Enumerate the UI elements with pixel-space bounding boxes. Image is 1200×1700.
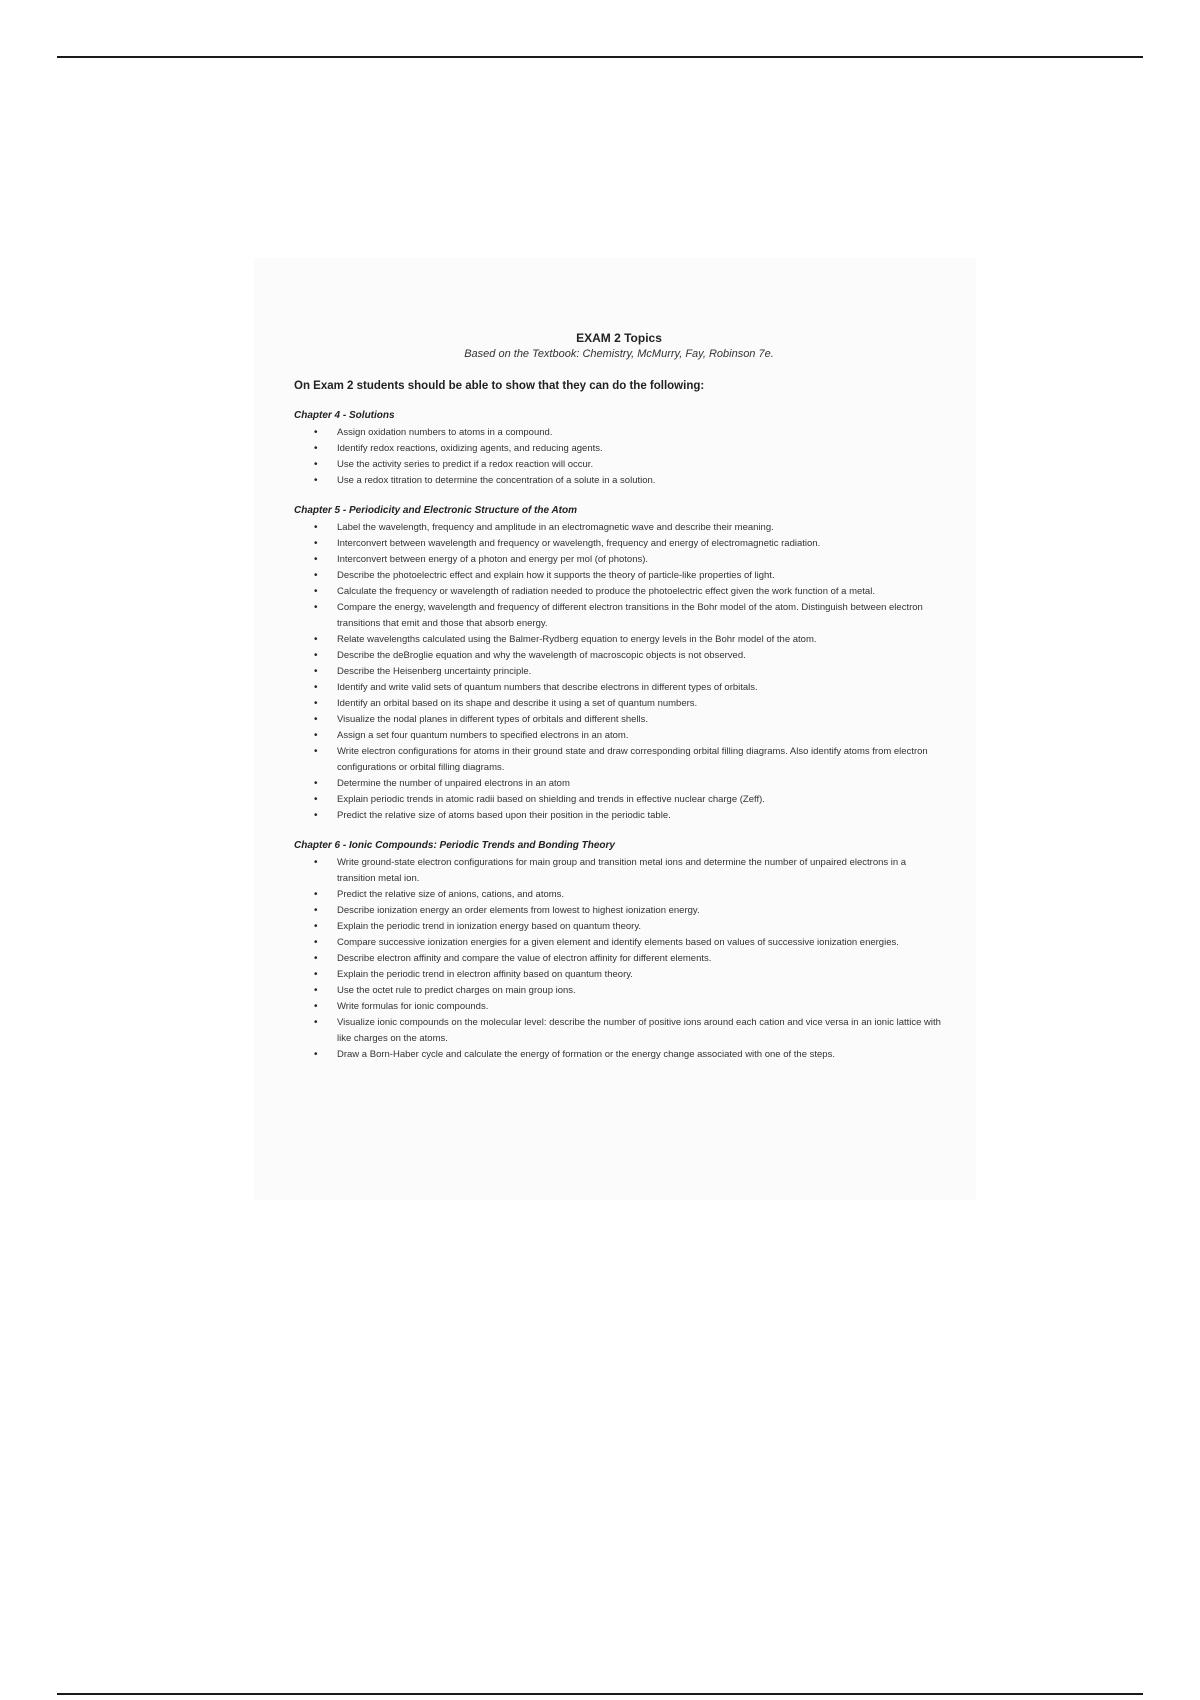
topic-item: • Explain the periodic trend in ionization energy based on quantum theory.: [294, 919, 944, 935]
chapter-title: Chapter 6 - Ionic Compounds: Periodic Trends and Bonding Theory: [294, 840, 615, 851]
topic-item: • Label the wavelength, frequency and amplitude in an electromagnetic wave and describe their meaning.: [294, 520, 944, 536]
topic-item: • Calculate the frequency or wavelength of radiation needed to produce the photoelectric effect given the work function of a metal.: [294, 584, 944, 600]
topic-item: • Describe electron affinity and compare the value of electron affinity for different elements.: [294, 951, 944, 967]
document-intro: On Exam 2 students should be able to show that they can do the following:: [294, 380, 705, 392]
topic-list: [294, 855, 944, 1063]
topic-item: • Compare successive ionization energies for a given element and identify elements based on values of successive ionization energies.: [294, 935, 944, 951]
topic-item: • Determine the number of unpaired electrons in an atom: [294, 776, 944, 792]
bottom-rule: [57, 1693, 1143, 1695]
topic-item: • Compare the energy, wavelength and frequency of different electron transitions in the Bohr model of the atom. Distinguish between electron transitions that emit and those that absorb energy.: [294, 600, 944, 632]
topic-list: [294, 425, 944, 489]
topic-item: • Describe ionization energy an order elements from lowest to highest ionization energy.: [294, 903, 944, 919]
topic-item: • Visualize ionic compounds on the molecular level: describe the number of positive ions around each cation and vice versa in an ionic lattice with like charges on the atoms.: [294, 1015, 944, 1047]
topic-item: • Identify and write valid sets of quantum numbers that describe electrons in different types of orbitals.: [294, 680, 944, 696]
chapter-title: Chapter 4 - Solutions: [294, 410, 395, 421]
topic-item: • Explain the periodic trend in electron affinity based on quantum theory.: [294, 967, 944, 983]
document-subtitle: Based on the Textbook: Chemistry, McMurry, Fay, Robinson 7e.: [464, 348, 774, 360]
topic-item: • Describe the photoelectric effect and explain how it supports the theory of particle-like properties of light.: [294, 568, 944, 584]
topic-item: • Identify an orbital based on its shape and describe it using a set of quantum numbers.: [294, 696, 944, 712]
document-title: EXAM 2 Topics: [576, 331, 662, 345]
topic-item: • Predict the relative size of atoms based upon their position in the periodic table.: [294, 808, 944, 824]
topic-item: • Visualize the nodal planes in different types of orbitals and different shells.: [294, 712, 944, 728]
topic-item: • Write formulas for ionic compounds.: [294, 999, 944, 1015]
topic-item: • Describe the Heisenberg uncertainty principle.: [294, 664, 944, 680]
topic-item: • Interconvert between wavelength and frequency or wavelength, frequency and energy of electromagnetic radiation.: [294, 536, 944, 552]
topic-item: • Write electron configurations for atoms in their ground state and draw corresponding orbital filling diagrams. Also identify atoms from electron configurations or orbital filling diagrams.: [294, 744, 944, 776]
chapter-section: [294, 409, 944, 489]
topic-item: • Predict the relative size of anions, cations, and atoms.: [294, 887, 944, 903]
top-rule: [57, 56, 1143, 58]
chapter-section: [294, 839, 944, 1063]
chapter-title: Chapter 5 - Periodicity and Electronic Structure of the Atom: [294, 505, 578, 516]
topic-item: • Describe the deBroglie equation and why the wavelength of macroscopic objects is not observed.: [294, 648, 944, 664]
chapter-section: [294, 504, 944, 824]
topic-item: • Relate wavelengths calculated using the Balmer-Rydberg equation to energy levels in the Bohr model of the atom.: [294, 632, 944, 648]
topic-item: • Draw a Born-Haber cycle and calculate the energy of formation or the energy change associated with one of the steps.: [294, 1047, 944, 1063]
topic-list: [294, 520, 944, 824]
topic-item: • Use the octet rule to predict charges on main group ions.: [294, 983, 944, 999]
topic-item: • Identify redox reactions, oxidizing agents, and reducing agents.: [294, 441, 944, 457]
topic-item: • Use the activity series to predict if a redox reaction will occur.: [294, 457, 944, 473]
document-page: [254, 258, 976, 1200]
topic-item: • Explain periodic trends in atomic radii based on shielding and trends in effective nuclear charge (Zeff).: [294, 792, 944, 808]
topic-item: • Assign a set four quantum numbers to specified electrons in an atom.: [294, 728, 944, 744]
topic-item: • Use a redox titration to determine the concentration of a solute in a solution.: [294, 473, 944, 489]
topic-item: • Write ground-state electron configurations for main group and transition metal ions and determine the number of unpaired electrons in a transition metal ion.: [294, 855, 944, 887]
topic-item: • Interconvert between energy of a photon and energy per mol (of photons).: [294, 552, 944, 568]
topic-item: • Assign oxidation numbers to atoms in a compound.: [294, 425, 944, 441]
